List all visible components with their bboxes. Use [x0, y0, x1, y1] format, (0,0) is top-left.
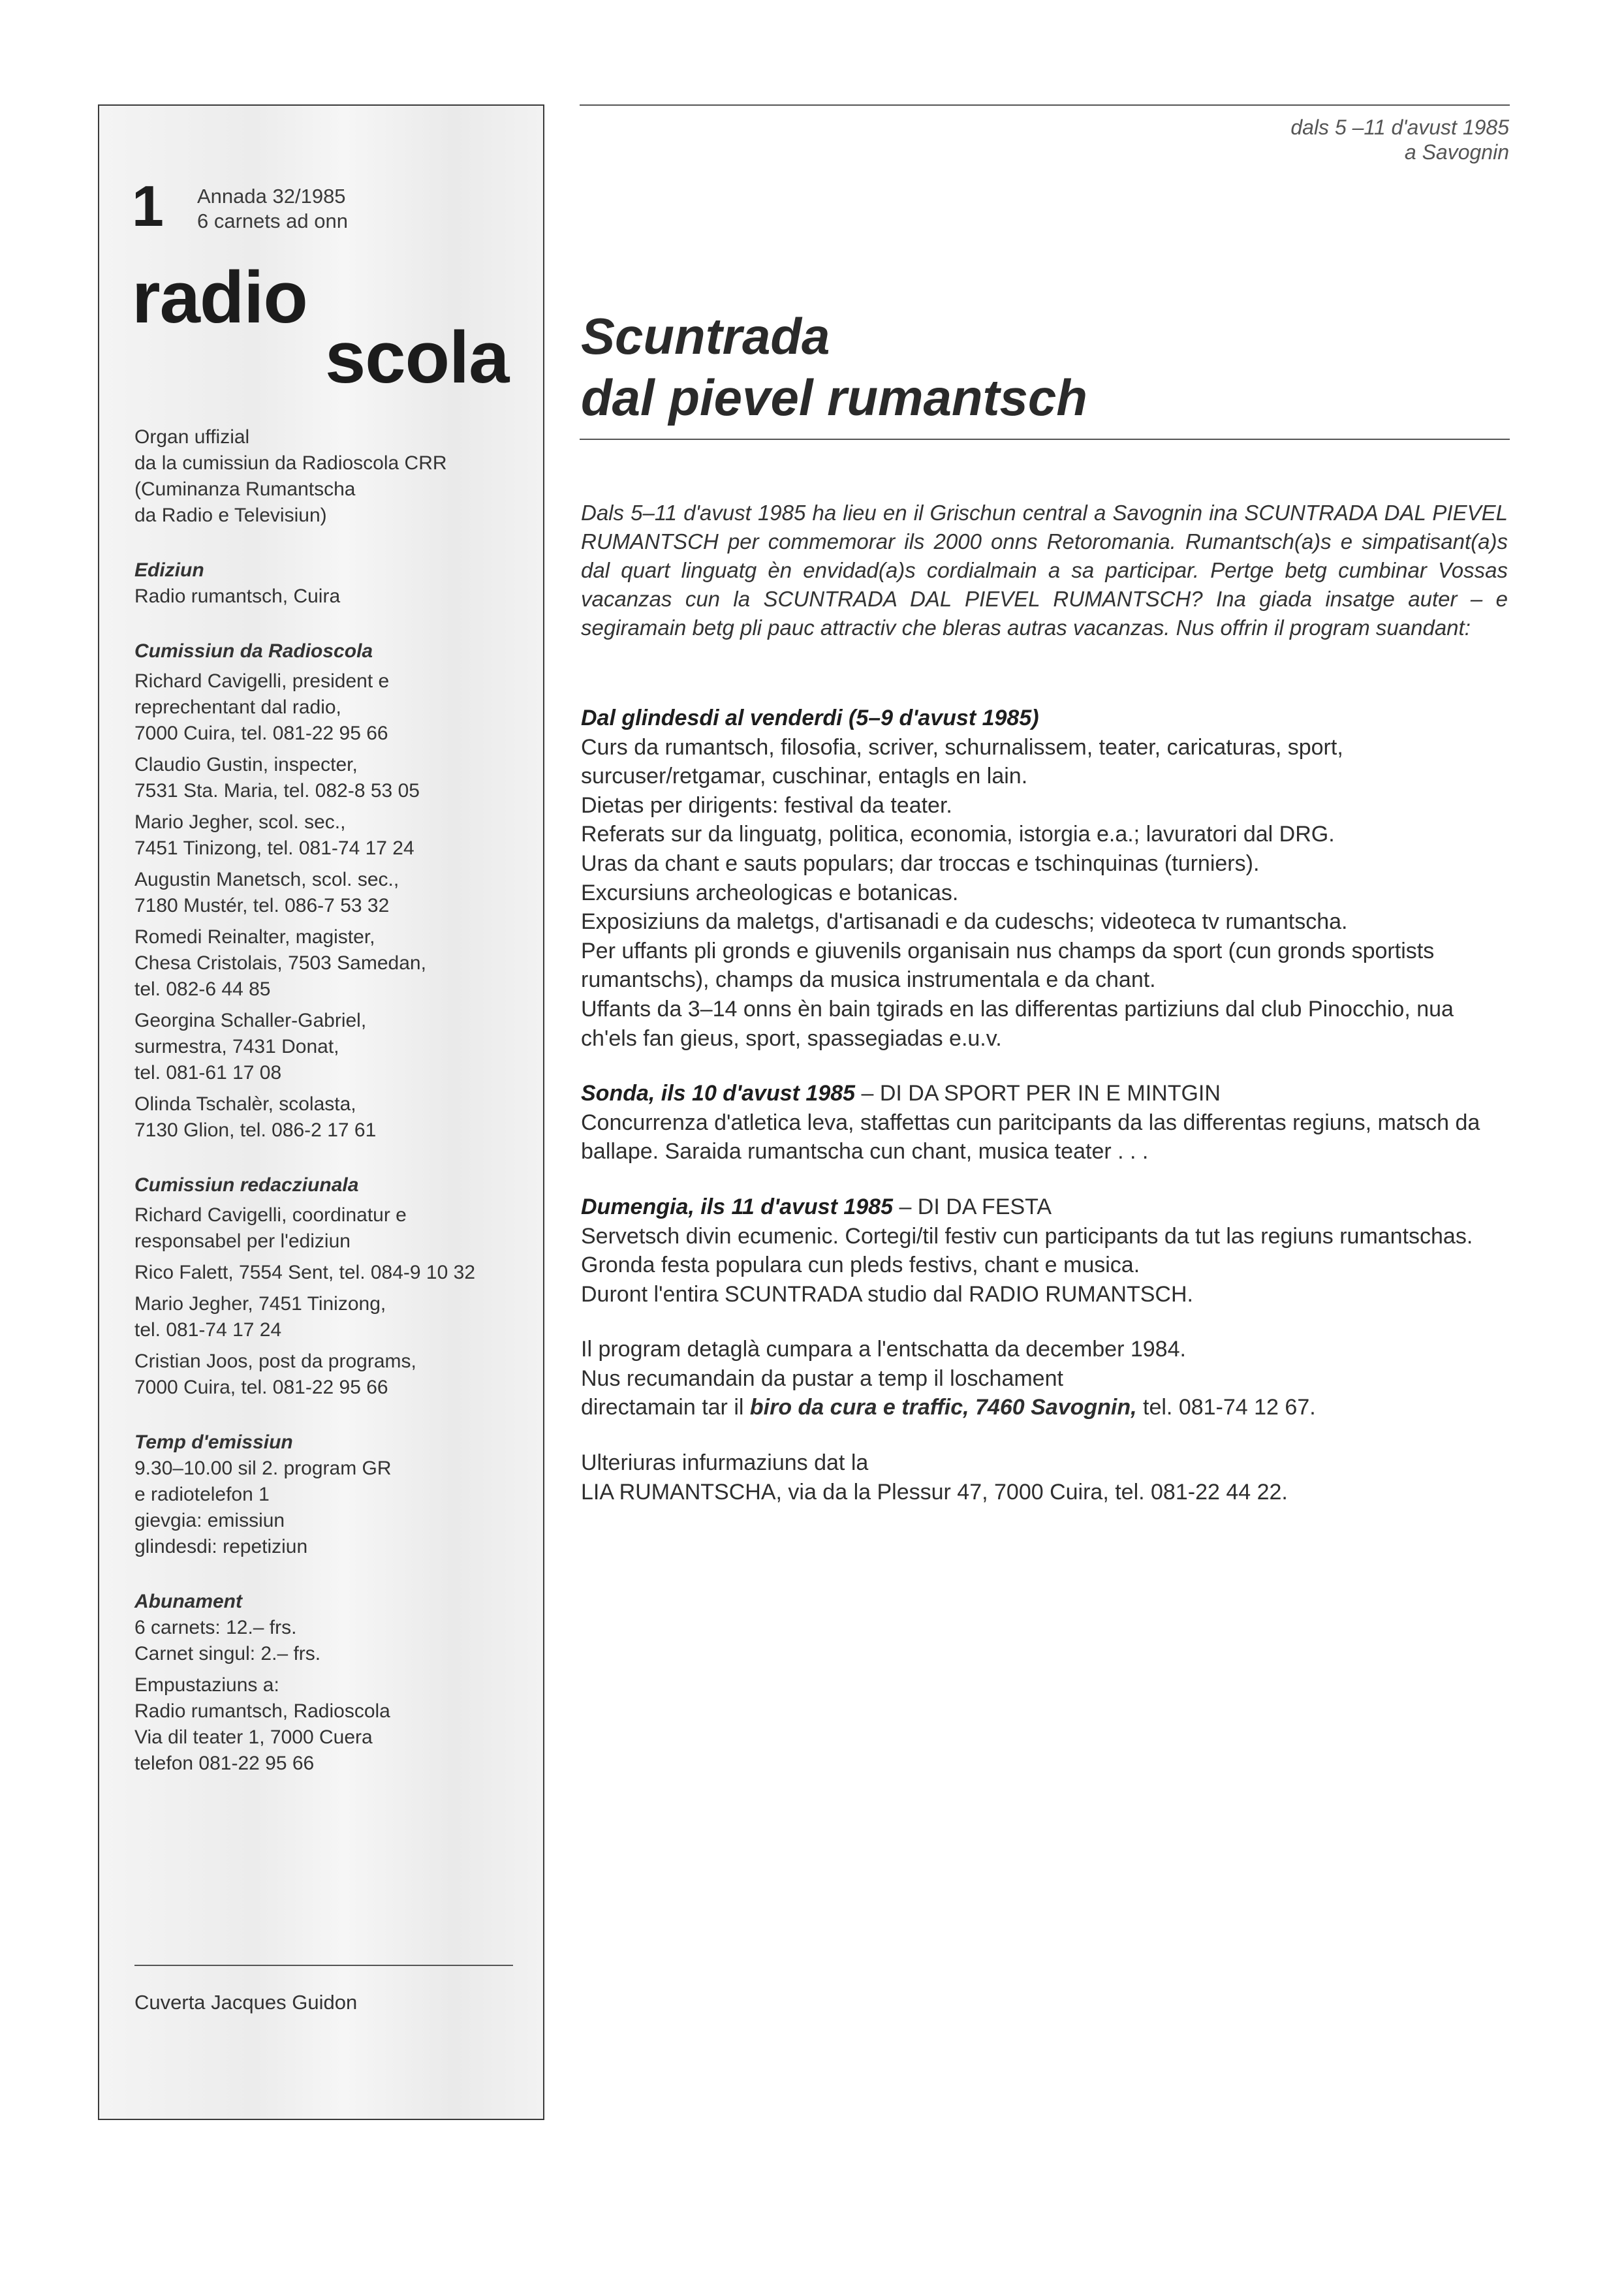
ediziun-heading: Ediziun: [134, 559, 204, 581]
organ-text: Organ uffizial da la cumissiun da Radioscola CRR (Cuminanza Rumantscha da Radio e Televisiun): [134, 426, 447, 526]
program-line: Per uffants pli gronds e giuvenils organisain nus champs da sport (cun gronds sportists rumantschs), champs da musica instrumentala e da chant.: [581, 938, 1435, 993]
program-line: Dietas per dirigents: festival da teater.: [581, 792, 952, 818]
redaziun-member: Mario Jegher, 7451 Tinizong, tel. 081-74 17 24: [134, 1293, 386, 1341]
program-line: Excursiuns archeologicas e botanicas.: [581, 880, 959, 905]
program-line: Referats sur da linguatg, politica, economia, istorgia e.a.; lavuratori dal DRG.: [581, 822, 1335, 847]
info-line: LIA RUMANTSCHA, via da la Plessur 47, 7000 Cuira, tel. 081-22 44 22.: [581, 1479, 1288, 1505]
ediziun-text: Radio rumantsch, Cuira: [134, 585, 341, 607]
cumissiun-member: Augustin Manetsch, scol. sec., 7180 Mustér, tel. 086-7 53 32: [134, 869, 399, 916]
intro-paragraph: Dals 5–11 d'avust 1985 ha lieu en il Grischun central a Savognin ina SCUNTRADA DAL PIEVEL RUMANTSCH per commemorar ils 2000 onns Retoromania. Rumantsch(a)s e simpatisant(a)s dal quart linguatg èn envidad(a)s cordialmain a sa participar. Pertge betg cumbinar Vossas vacanzas cun la SCUNTRADA DAL PIEVEL RUMANTSCH? Ina giada insatge auter – e segiramain betg pli pauc attractiv che bleras autras vacanzas. Nus offrin il program suandant:: [581, 501, 1508, 640]
booking-line: Nus recumandain da pustar a temp il loschament: [581, 1366, 1063, 1391]
sunday-heading: Dumengia, ils 11 d'avust 1985: [581, 1194, 893, 1219]
program-sunday: [581, 1193, 1508, 1309]
program-line: Uffants da 3–14 onns èn bain tgirads en las differentas partiziuns dal club Pinocchio, nua ch'els fan gieus, sport, spassegiadas e.u.v.: [581, 996, 1454, 1051]
saturday-heading: Sonda, ils 10 d'avust 1985: [581, 1081, 856, 1106]
cover-credit: Cuverta Jacques Guidon: [134, 1991, 358, 2014]
sidebar-panel: [98, 104, 544, 2120]
sunday-line: Servetsch divin ecumenic. Cortegi/til festiv cun participants da tut las regiuns rumantschas. Gronda festa populara cun pleds festivs, chant e musica.: [581, 1223, 1473, 1278]
dateline-place: a Savognin: [1404, 140, 1509, 164]
redaziun-member: Cristian Joos, post da programs, 7000 Cuira, tel. 081-22 95 66: [134, 1350, 416, 1398]
title-line-1: Scuntrada: [581, 307, 830, 365]
program-info: [581, 1448, 1508, 1507]
cumissiun-member: Richard Cavigelli, president e reprechentant dal radio, 7000 Cuira, tel. 081-22 95 66: [134, 670, 390, 744]
booking-line-pre: directamain tar il: [581, 1395, 750, 1420]
title-line-2: dal pievel rumantsch: [581, 369, 1087, 426]
top-rule: [580, 104, 1510, 106]
program-line: Uras da chant e sauts populars; dar troccas e tschinquinas (turniers).: [581, 851, 1260, 876]
abunament-heading: Abunament: [134, 1591, 242, 1612]
title-rule: [580, 439, 1510, 440]
cumissiun-member: Claudio Gustin, inspecter, 7531 Sta. Maria, tel. 082-8 53 05: [134, 754, 420, 802]
empustaziuns-text: Empustaziuns a: Radio rumantsch, Radioscola Via dil teater 1, 7000 Cuera telefon 081-22 95 66: [134, 1674, 390, 1774]
booking-phone: tel. 081-74 12 67.: [1136, 1395, 1316, 1420]
program-line: Exposiziuns da maletgs, d'artisanadi e da cudeschs; videoteca tv rumantscha.: [581, 909, 1348, 935]
emissiun-text: 9.30–10.00 sil 2. program GR e radiotelefon 1 gievgia: emissiun glindesdi: repetiziun: [134, 1458, 392, 1557]
program-booking: [581, 1335, 1508, 1422]
issue-number: 1: [132, 174, 164, 238]
cumissiun-member: Olinda Tschalèr, scolasta, 7130 Glion, tel. 086-2 17 61: [134, 1093, 377, 1141]
cumissiun-member: Mario Jegher, scol. sec., 7451 Tinizong, tel. 081-74 17 24: [134, 811, 414, 859]
logo-radio: radio: [132, 257, 307, 338]
program-line: Curs da rumantsch, filosofia, scriver, schurnalissem, teater, caricaturas, sport, surcuser/retgamar, cuschinar, entagls en lain.: [581, 734, 1343, 789]
program-weekdays: [581, 704, 1508, 1053]
redaziun-heading: Cumissiun redacziunala: [134, 1174, 359, 1196]
redaziun-member: Richard Cavigelli, coordinatur e responsabel per l'ediziun: [134, 1204, 407, 1252]
emissiun-heading: Temp d'emissiun: [134, 1431, 293, 1453]
redaziun-member: Rico Falett, 7554 Sent, tel. 084-9 10 32: [134, 1262, 475, 1283]
dateline-dates: dals 5 –11 d'avust 1985: [1290, 116, 1509, 139]
issue-meta: [197, 184, 471, 234]
year-line: Annada 32/1985: [197, 185, 346, 208]
cumissiun-heading: Cumissiun da Radioscola: [134, 640, 373, 662]
frequency-line: 6 carnets ad onn: [197, 210, 348, 232]
saturday-text: Concurrenza d'atletica leva, staffettas cun paritcipants da las differentas regiuns, matsch da ballape. Saraida rumantscha cun chant, musica teater . . .: [581, 1110, 1480, 1164]
cumissiun-member: Georgina Schaller-Gabriel, surmestra, 7431 Donat, tel. 081-61 17 08: [134, 1010, 367, 1084]
weekdays-heading: Dal glindesdi al venderdi (5–9 d'avust 1985): [581, 706, 1039, 730]
dateline: [1290, 115, 1509, 164]
sunday-subtitle: – DI DA FESTA: [893, 1194, 1052, 1219]
program-saturday: [581, 1079, 1508, 1166]
sunday-line: Duront l'entira SCUNTRADA studio dal RADIO RUMANTSCH.: [581, 1281, 1193, 1307]
article-title: [581, 305, 1495, 428]
cumissiun-member: Romedi Reinalter, magister, Chesa Cristolais, 7503 Samedan, tel. 082-6 44 85: [134, 926, 426, 1000]
program-section: [581, 704, 1508, 1533]
info-line: Ulteriuras infurmaziuns dat la: [581, 1450, 869, 1476]
logo-scola: scola: [325, 317, 509, 398]
saturday-subtitle: – DI DA SPORT PER IN E MINTGIN: [855, 1081, 1221, 1106]
booking-office: biro da cura e traffic, 7460 Savognin,: [749, 1395, 1137, 1420]
abunament-text: 6 carnets: 12.– frs. Carnet singul: 2.– frs.: [134, 1617, 321, 1664]
sidebar-masthead: [134, 424, 526, 1782]
booking-line: Il program detaglà cumpara a l'entschatta da december 1984.: [581, 1337, 1186, 1362]
sidebar-divider: [134, 1965, 513, 1966]
